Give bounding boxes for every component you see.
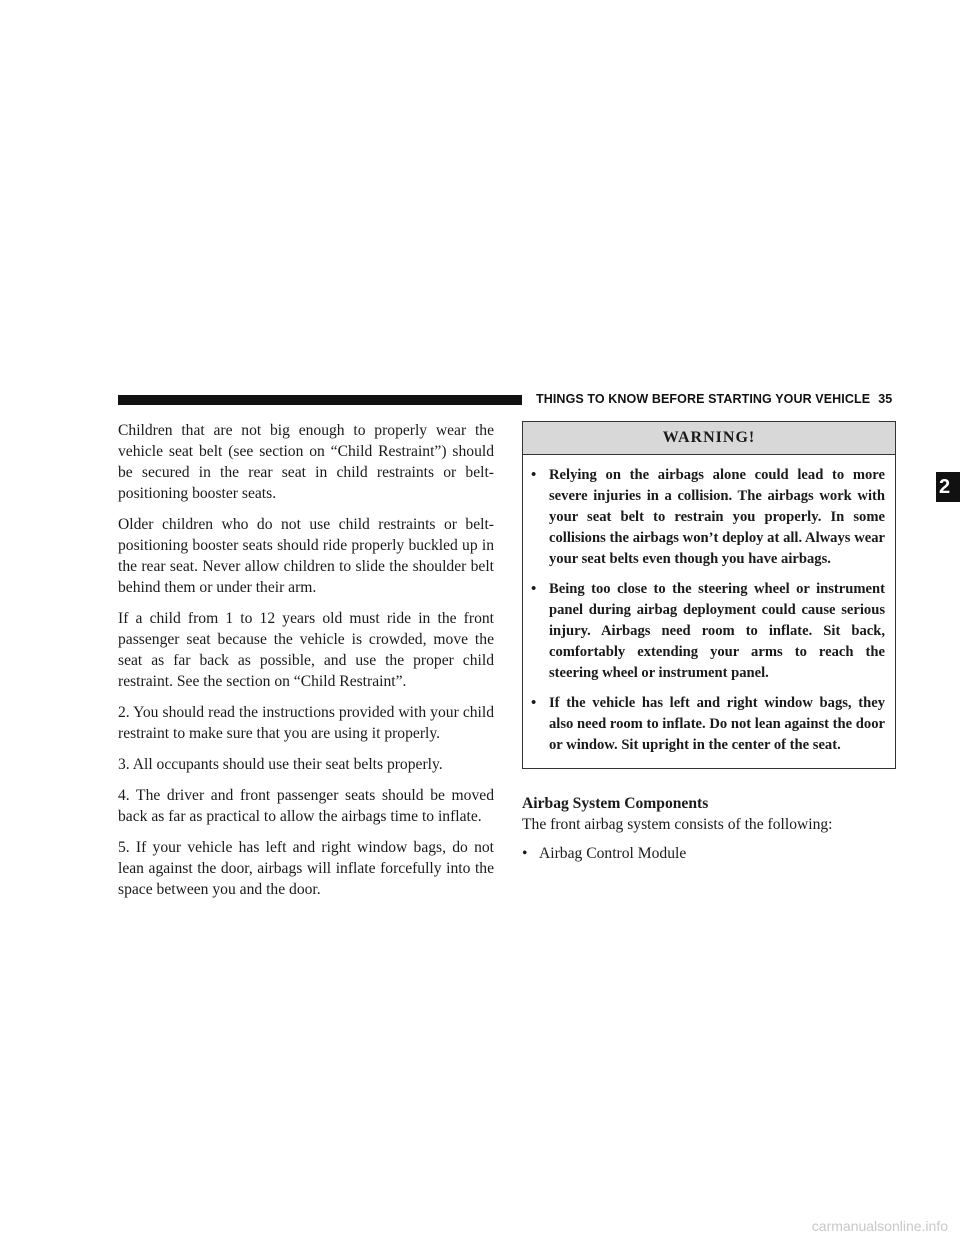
bullet-icon: • — [531, 467, 537, 483]
page-number: 35 — [878, 392, 893, 406]
section-heading: Airbag System Components — [522, 795, 709, 812]
warning-list — [523, 455, 895, 768]
bullet-icon: • — [522, 845, 528, 862]
paragraph-step-3: 3. All occupants should use their seat belts properly. — [118, 756, 443, 773]
header-rule — [118, 395, 522, 405]
running-title: THINGS TO KNOW BEFORE STARTING YOUR VEHICLE — [536, 392, 871, 406]
bullet-icon: • — [531, 581, 537, 597]
right-column — [522, 421, 896, 864]
warning-item — [531, 579, 885, 684]
warning-item-text: If the vehicle has left and right window bags, they also need room to inflate. Do not lean against the door or window. Sit upright in the center of the seat. — [549, 695, 885, 753]
warning-title: WARNING! — [523, 422, 895, 455]
list-item-text: Airbag Control Module — [539, 845, 687, 862]
paragraph-step-5: 5. If your vehicle has left and right window bags, do not lean against the door, airbags will inflate forcefully into the space between you and the door. — [118, 839, 494, 898]
paragraph-older-children: Older children who do not use child restraints or belt-positioning booster seats should ride properly buckled up in the rear seat. Never allow children to slide the shoulder belt behind them or under their arm. — [118, 516, 494, 596]
section-intro: The front airbag system consists of the following: — [522, 816, 833, 833]
running-header — [536, 392, 892, 406]
paragraph-children-seat-belt: Children that are not big enough to properly wear the vehicle seat belt (see section on “Child Restraint”) should be secured in the rear seat in child restraints or belt-positioning booster seats. — [118, 422, 494, 502]
list-item — [522, 843, 896, 864]
bullet-icon: • — [531, 695, 537, 711]
left-column — [118, 420, 494, 910]
paragraph-front-passenger: If a child from 1 to 12 years old must ride in the front passenger seat because the vehicle is crowded, move the seat as far back as possible, and use the proper child restraint. See the section on “Child Restraint”. — [118, 610, 494, 690]
watermark: carmanualsonline.info — [811, 1218, 948, 1234]
warning-item — [531, 693, 885, 756]
warning-box — [522, 421, 896, 769]
warning-item-text: Being too close to the steering wheel or instrument panel during airbag deployment could cause serious injury. Airbags need room to inflate. Sit back, comfortably extending your arms to reach the steering wheel or instrument panel. — [549, 581, 885, 681]
paragraph-step-4: 4. The driver and front passenger seats should be moved back as far as practical to allow the airbags time to inflate. — [118, 787, 494, 825]
chapter-tab: 2 — [936, 472, 960, 502]
warning-item-text: Relying on the airbags alone could lead to more severe injuries in a collision. The airbags work with your seat belt to restrain you properly. In some collisions the airbags won’t deploy at all. Always wear your seat belts even though you have airbags. — [549, 467, 885, 567]
paragraph-step-2: 2. You should read the instructions provided with your child restraint to make sure that you are using it properly. — [118, 704, 494, 742]
warning-item — [531, 465, 885, 570]
